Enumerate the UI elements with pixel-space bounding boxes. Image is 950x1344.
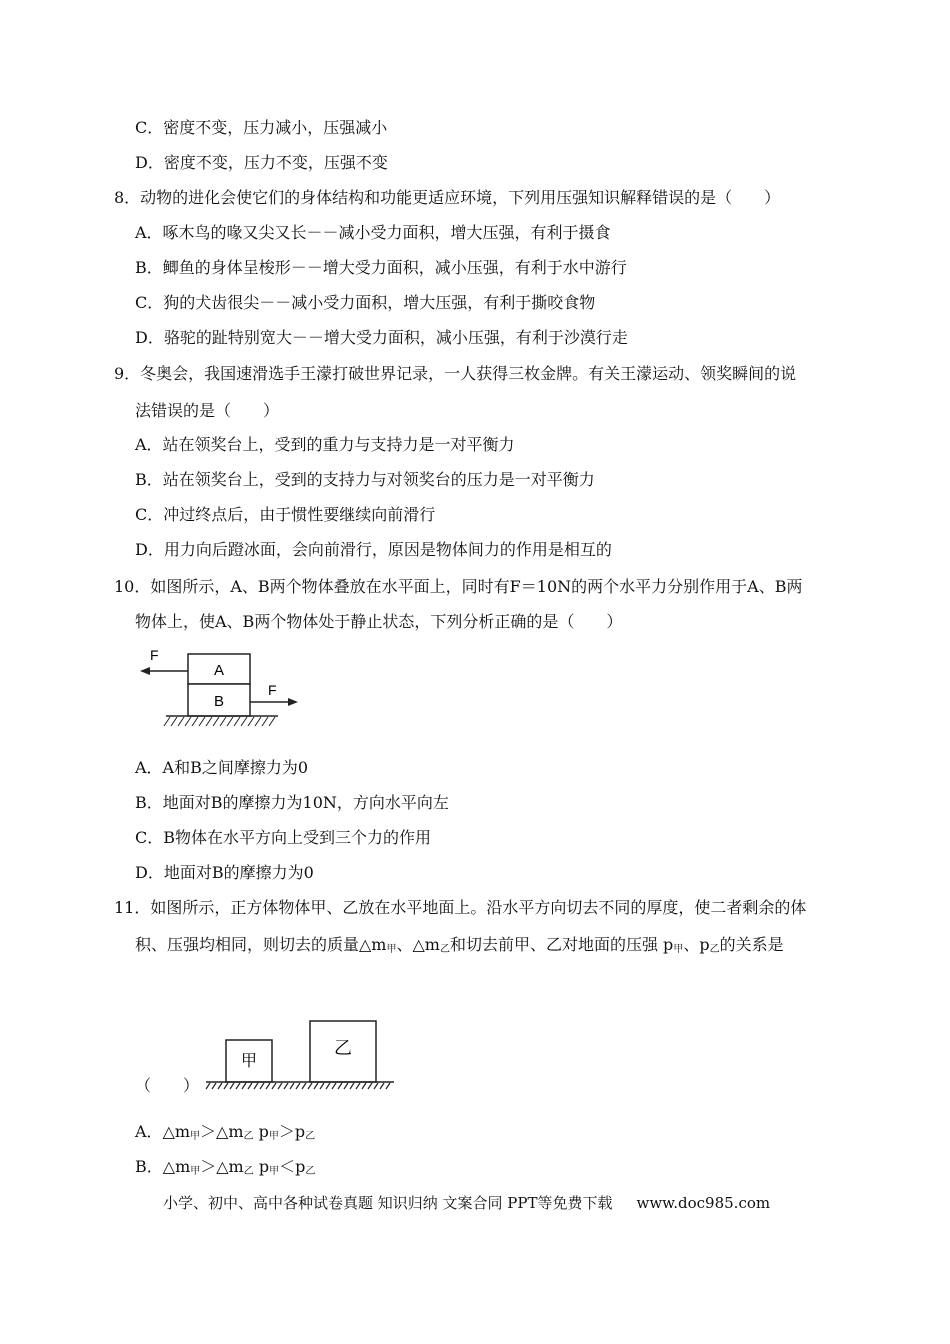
q10-option-a: A．A和B之间摩擦力为0: [135, 758, 309, 777]
force-left-label: F: [150, 647, 159, 663]
q10-option-d: D．地面对B的摩擦力为0: [135, 863, 314, 882]
page-footer: [163, 1192, 770, 1213]
q8-option-d: D．骆驼的趾特别宽大－－增大受力面积，减小压强，有利于沙漠行走: [135, 328, 628, 347]
q7-option-c: C．密度不变，压力减小，压强减小: [135, 118, 388, 137]
q10-stem-line2: 物体上，使A、B两个物体处于静止状态，下列分析正确的是（ ）: [135, 612, 623, 631]
force-left-arrow: [140, 647, 188, 675]
q9-stem-line2: 法错误的是（ ）: [135, 401, 280, 420]
q8-option-c: C．狗的犬齿很尖－－减小受力面积，增大压强，有利于撕咬食物: [135, 293, 596, 312]
footer-text: 小学、初中、高中各种试卷真题 知识归纳 文案合同 PPT等免费下载: [163, 1194, 613, 1212]
q10-option-c: C．B物体在水平方向上受到三个力的作用: [135, 828, 432, 847]
q11-stem-line2: 积、压强均相同，则切去的质量$\triangle m_甲$、$\triangle m_乙$和切去前甲、乙对地面的压强 $p_甲$、$p_乙$的关系是: [135, 935, 784, 955]
block-jia-label: 甲: [240, 1051, 258, 1070]
q9-option-d: D．用力向后蹬冰面，会向前滑行，原因是物体间力的作用是相互的: [135, 540, 612, 559]
block-b: [188, 684, 250, 716]
q11-figure: [200, 1012, 400, 1092]
q8-option-b: B．鲫鱼的身体呈梭形－－增大受力面积，减小压强，有利于水中游行: [135, 258, 627, 277]
block-b-label: B: [213, 693, 225, 710]
block-yi-label: 乙: [334, 1038, 352, 1059]
ground-hatch: [206, 1082, 394, 1089]
q10-stem-line1: 10．如图所示，A、B两个物体叠放在水平面上，同时有F＝10N的两个水平力分别作用于A、B两: [114, 577, 803, 596]
q11-option-a: A．$\triangle m_甲>\triangle m_乙$ $p_甲>p_乙$: [135, 1122, 316, 1142]
q10-option-b: B．地面对B的摩擦力为10N，方向水平向左: [135, 793, 449, 812]
q9-option-b: B．站在领奖台上，受到的支持力与对领奖台的压力是一对平衡力: [135, 470, 595, 489]
q7-option-d: D．密度不变，压力不变，压强不变: [135, 153, 388, 172]
block-a: [188, 654, 250, 684]
block-jia: [226, 1040, 272, 1082]
force-right-label: F: [268, 682, 277, 698]
q10-figure: [130, 640, 310, 740]
q8-option-a: A．啄木鸟的喙又尖又长－－减小受力面积，增大压强，有利于摄食: [135, 223, 611, 242]
q11-option-b: B．$\triangle m_甲>\triangle m_乙$ $p_甲<p_乙$: [135, 1157, 316, 1177]
q11-stem-line1: 11．如图所示，正方体物体甲、乙放在水平地面上。沿水平方向切去不同的厚度，使二者剩余的体: [114, 898, 807, 917]
q11-answer-bracket: （ ）: [135, 1076, 200, 1095]
block-yi: [310, 1021, 376, 1082]
ground-hatch: [164, 716, 278, 726]
force-right-arrow: [250, 682, 298, 706]
q9-stem-line1: 9．冬奥会，我国速滑选手王濛打破世界记录，一人获得三枚金牌。有关王濛运动、领奖瞬间的说: [114, 364, 797, 383]
footer-url[interactable]: www.doc985.com: [636, 1194, 771, 1212]
q9-option-a: A．站在领奖台上，受到的重力与支持力是一对平衡力: [135, 435, 515, 454]
block-a-label: A: [213, 662, 225, 679]
q8-stem: 8．动物的进化会使它们的身体结构和功能更适应环境，下列用压强知识解释错误的是（ ）: [114, 188, 781, 207]
q9-option-c: C．冲过终点后，由于惯性要继续向前滑行: [135, 505, 436, 524]
